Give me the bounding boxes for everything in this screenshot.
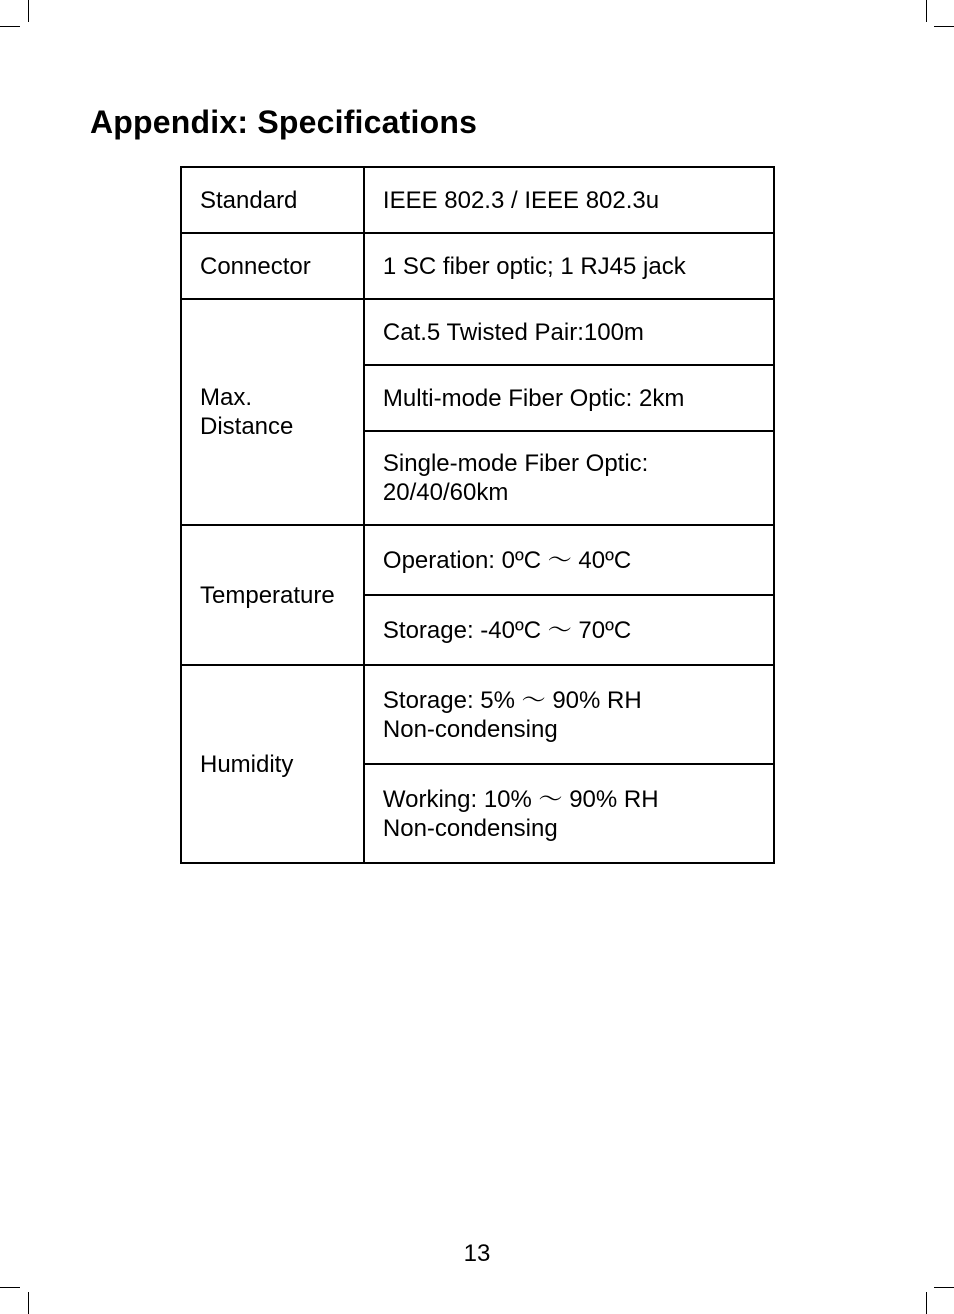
standard-label: Standard <box>181 167 364 233</box>
storage-humidity-line2: Non-condensing <box>382 715 558 743</box>
crop-mark <box>926 1292 927 1314</box>
table-row <box>181 167 774 233</box>
single-mode-line1: Single-mode Fiber Optic: <box>382 450 649 477</box>
page-number: 13 <box>463 1240 491 1267</box>
table-row <box>181 299 774 365</box>
table-row <box>181 525 774 595</box>
humidity-label: Humidity <box>181 665 364 863</box>
crop-mark <box>0 1287 20 1288</box>
specifications-table <box>180 166 775 864</box>
connector-value: 1 SC fiber optic; 1 RJ45 jack <box>364 233 774 299</box>
multi-mode-distance-value: Multi-mode Fiber Optic: 2km <box>364 365 774 431</box>
connector-label: Connector <box>181 233 364 299</box>
single-mode-distance-value <box>364 431 774 525</box>
max-distance-label-line2: Distance <box>200 413 294 440</box>
single-mode-line2: 20/40/60km <box>382 479 509 506</box>
crop-mark <box>0 26 20 27</box>
cat5-distance-value: Cat.5 Twisted Pair:100m <box>364 299 774 365</box>
temperature-label: Temperature <box>181 525 364 665</box>
operation-temperature-value: Operation: 0ºC ～ 40ºC <box>364 525 774 595</box>
storage-temperature-value: Storage: -40ºC ～ 70ºC <box>364 595 774 665</box>
crop-mark <box>934 1287 954 1288</box>
crop-mark <box>28 0 29 22</box>
max-distance-label <box>181 299 364 525</box>
crop-mark <box>28 1292 29 1314</box>
page-title: Appendix: Specifications <box>90 104 478 140</box>
crop-mark <box>934 26 954 27</box>
max-distance-label-line1: Max. <box>200 384 253 411</box>
standard-value: IEEE 802.3 / IEEE 802.3u <box>364 167 774 233</box>
table-row <box>181 233 774 299</box>
table-row <box>181 665 774 764</box>
crop-mark <box>926 0 927 22</box>
working-humidity-value <box>364 764 774 863</box>
working-humidity-line1: Working: 10% ～ 90% RH <box>382 785 659 813</box>
storage-humidity-line1: Storage: 5% ～ 90% RH <box>382 686 642 714</box>
storage-humidity-value <box>364 665 774 764</box>
working-humidity-line2: Non-condensing <box>382 814 558 842</box>
